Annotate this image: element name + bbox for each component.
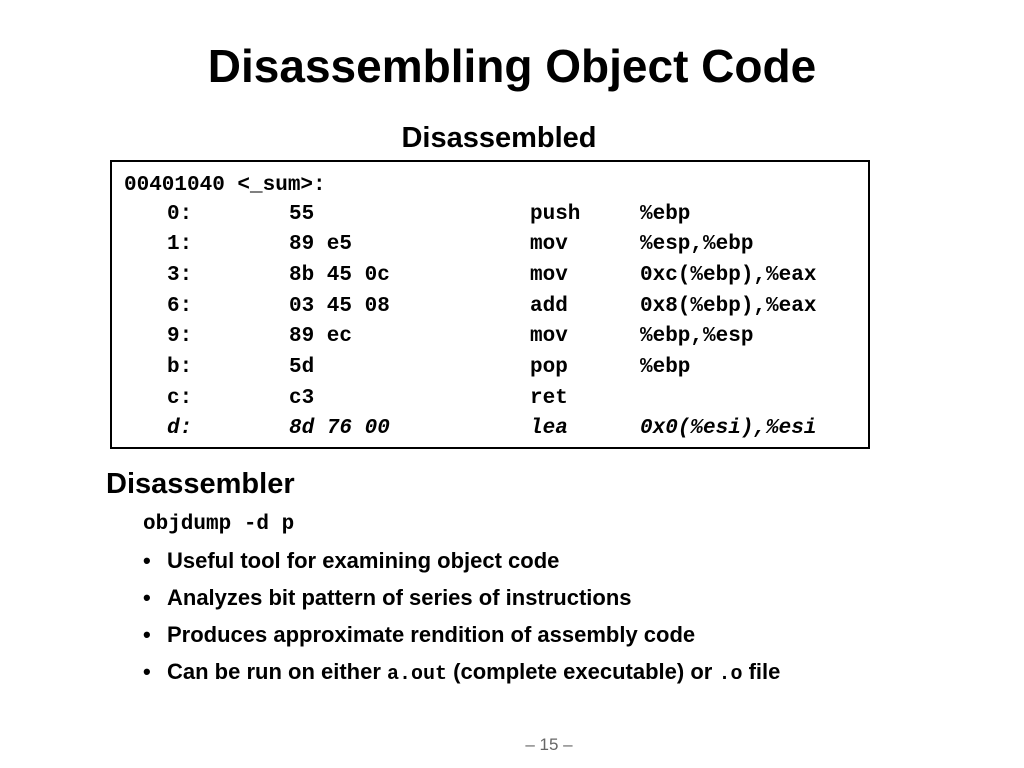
bytes: 89 ec bbox=[289, 325, 353, 348]
offset: 3: bbox=[167, 264, 193, 287]
slide-subtitle: Disassembled bbox=[401, 122, 597, 154]
mnemonic: mov bbox=[530, 325, 568, 348]
offset: 0: bbox=[167, 203, 193, 226]
disassembly-box bbox=[110, 160, 870, 449]
offset: 9: bbox=[167, 325, 193, 348]
bullet-text bbox=[167, 659, 780, 684]
bytes: c3 bbox=[289, 387, 315, 410]
code-row bbox=[112, 230, 868, 260]
operands: %ebp bbox=[640, 356, 691, 379]
code-row bbox=[112, 292, 868, 322]
operands: %ebp,%esp bbox=[640, 325, 754, 348]
mnemonic: pop bbox=[530, 356, 568, 379]
bullet-text: Produces approximate rendition of assembly code bbox=[167, 622, 696, 647]
bullet-list bbox=[143, 545, 780, 693]
bullet-text-prefix: Can be run on either bbox=[167, 659, 388, 684]
page-number: – 15 – bbox=[525, 735, 573, 754]
bullet-icon: • bbox=[143, 622, 151, 647]
mnemonic: ret bbox=[530, 387, 568, 410]
slide-title: Disassembling Object Code bbox=[207, 40, 817, 92]
a-out-code: a.out bbox=[387, 663, 448, 686]
operands: %esp,%ebp bbox=[640, 233, 754, 256]
mnemonic: mov bbox=[530, 264, 568, 287]
bytes: 03 45 08 bbox=[289, 295, 390, 318]
bullet-icon: • bbox=[143, 548, 151, 573]
bullet-item bbox=[143, 656, 780, 693]
offset: b: bbox=[167, 356, 193, 379]
function-header: 00401040 <_sum>: bbox=[124, 174, 326, 197]
bullet-icon: • bbox=[143, 585, 151, 610]
code-row bbox=[112, 384, 868, 414]
bytes: 5d bbox=[289, 356, 315, 379]
bullet-icon: • bbox=[143, 659, 151, 684]
code-row-padding bbox=[112, 414, 868, 444]
bullet-text-middle: (complete executable) or bbox=[447, 659, 719, 684]
operands: %ebp bbox=[640, 203, 691, 226]
offset: d: bbox=[167, 417, 193, 440]
mnemonic: push bbox=[530, 203, 581, 226]
mnemonic: lea bbox=[530, 417, 568, 440]
bullet-item bbox=[143, 582, 780, 619]
dot-o-code: .o bbox=[718, 663, 743, 686]
mnemonic: mov bbox=[530, 233, 568, 256]
bytes: 8b 45 0c bbox=[289, 264, 390, 287]
bullet-text: Analyzes bit pattern of series of instructions bbox=[167, 585, 632, 610]
operands: 0x8(%ebp),%eax bbox=[640, 295, 817, 318]
offset: 6: bbox=[167, 295, 193, 318]
bullet-item bbox=[143, 545, 780, 582]
bullet-item bbox=[143, 619, 780, 656]
bytes: 55 bbox=[289, 203, 315, 226]
bullet-text: Useful tool for examining object code bbox=[167, 548, 560, 573]
offset: c: bbox=[167, 387, 193, 410]
code-row bbox=[112, 322, 868, 352]
mnemonic: add bbox=[530, 295, 568, 318]
operands: 0x0(%esi),%esi bbox=[640, 417, 817, 440]
code-row bbox=[112, 200, 868, 230]
objdump-command: objdump -d p bbox=[143, 513, 295, 536]
bytes: 89 e5 bbox=[289, 233, 353, 256]
operands: 0xc(%ebp),%eax bbox=[640, 264, 817, 287]
bullet-text-suffix: file bbox=[742, 659, 781, 684]
code-row bbox=[112, 353, 868, 383]
bytes: 8d 76 00 bbox=[289, 417, 390, 440]
disassembler-heading: Disassembler bbox=[106, 468, 295, 500]
code-row bbox=[112, 261, 868, 291]
offset: 1: bbox=[167, 233, 193, 256]
